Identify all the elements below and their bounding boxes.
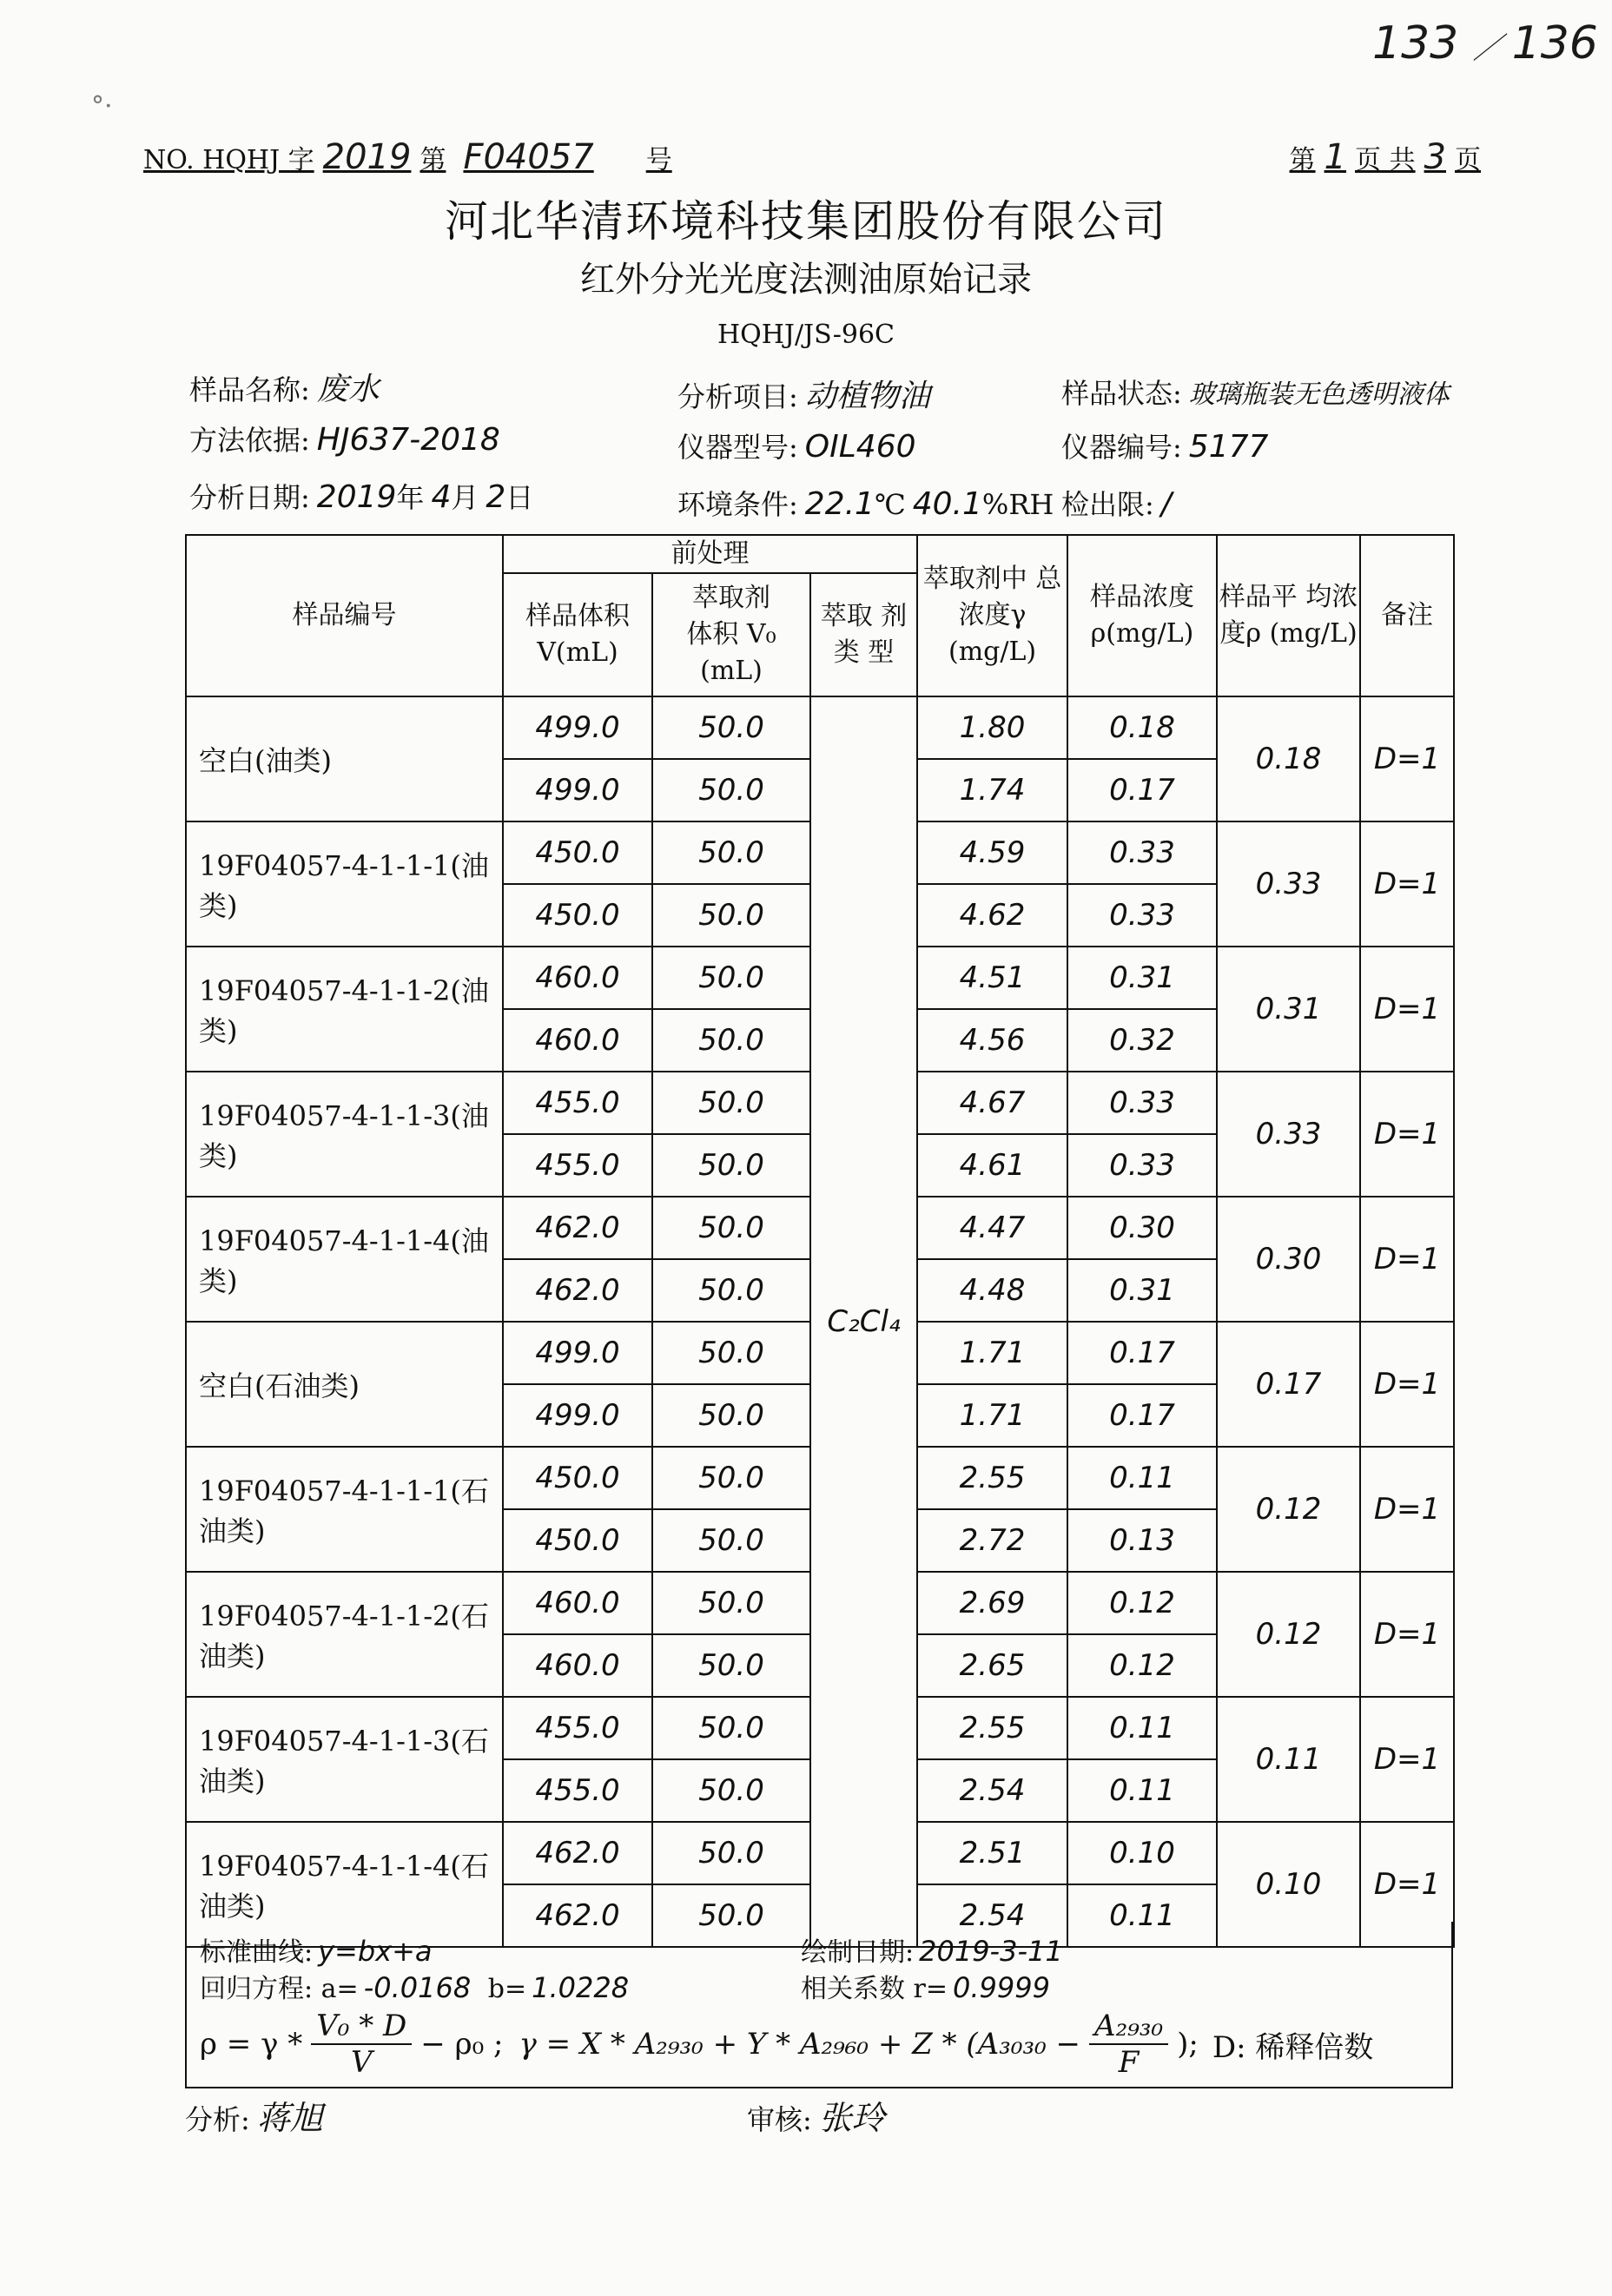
- sample-id-cell: 空白(石油类): [186, 1322, 503, 1447]
- page-number: 1: [1324, 137, 1346, 177]
- header-total-conc: 萃取剂中 总浓度γ (mg/L): [917, 535, 1067, 696]
- instrument-number-label: 仪器编号:: [1061, 431, 1182, 464]
- note-cell: D=1: [1360, 1697, 1454, 1822]
- analyst-label: 分析:: [185, 2103, 250, 2136]
- method-label: 方法依据:: [189, 424, 310, 457]
- sample-volume-cell: 450.0: [503, 884, 652, 947]
- extractant-volume-cell: 50.0: [652, 884, 810, 947]
- date-month: 4: [431, 479, 452, 515]
- extractant-volume-cell: 50.0: [652, 1697, 810, 1759]
- sample-volume-cell: 450.0: [503, 1447, 652, 1509]
- instrument-number-value: 5177: [1188, 429, 1269, 465]
- header-note: 备注: [1360, 535, 1454, 696]
- a-value: -0.0168: [363, 1971, 472, 2004]
- total-conc-cell: 4.48: [917, 1259, 1067, 1322]
- no-suffix: 号: [645, 145, 672, 175]
- sample-conc-cell: 0.11: [1067, 1697, 1217, 1759]
- analysis-date-field: [189, 476, 533, 516]
- total-conc-cell: 2.72: [917, 1509, 1067, 1572]
- extractant-volume-cell: 50.0: [652, 947, 810, 1009]
- b-value: 1.0228: [532, 1971, 630, 2004]
- header-volume: 样品体积 V(mL): [503, 573, 652, 696]
- header-pretreatment: 前处理: [503, 535, 917, 573]
- env-humidity: 40.1: [912, 486, 982, 522]
- analyst-name: 蒋旭: [256, 2099, 323, 2137]
- reviewer-signature: [747, 2091, 885, 2139]
- date-day: 2: [486, 479, 506, 515]
- total-conc-cell: 2.55: [917, 1697, 1067, 1759]
- header-ext-type: 萃取 剂类 型: [810, 573, 917, 696]
- form-code: HQHJ/JS-96C: [717, 320, 895, 350]
- extractant-volume-cell: 50.0: [652, 1197, 810, 1259]
- sample-volume-cell: 455.0: [503, 1134, 652, 1197]
- date-day-char: 日: [505, 481, 534, 514]
- extractant-volume-cell: 50.0: [652, 1134, 810, 1197]
- formula-gamma-tail: );: [1177, 2027, 1199, 2062]
- analysis-item-field: [677, 372, 930, 416]
- header-sample-conc: 样品浓度 ρ(mg/L): [1067, 535, 1217, 696]
- detection-limit-field: [1061, 483, 1172, 523]
- sample-volume-cell: 460.0: [503, 1634, 652, 1697]
- method-field: [189, 419, 500, 459]
- correlation-label: 相关系数 r=: [801, 1974, 948, 2004]
- sample-conc-cell: 0.31: [1067, 947, 1217, 1009]
- total-conc-cell: 1.80: [917, 696, 1067, 759]
- sample-conc-cell: 0.32: [1067, 1009, 1217, 1072]
- header-sample-id: 样品编号: [186, 535, 503, 696]
- total-conc-cell: 4.61: [917, 1134, 1067, 1197]
- calculation-formula: [200, 2009, 1373, 2080]
- formula-fraction-1: [311, 2009, 412, 2080]
- correlation-field: [801, 1967, 1050, 2005]
- curve-label: 标准曲线:: [200, 1937, 314, 1968]
- header-ext-volume: [652, 573, 810, 696]
- extractant-volume-cell: 50.0: [652, 1072, 810, 1134]
- analysis-date-label: 分析日期:: [189, 481, 310, 514]
- total-conc-cell: 4.59: [917, 821, 1067, 884]
- env-humidity-unit: %RH: [981, 488, 1054, 521]
- avg-conc-cell: 0.11: [1217, 1697, 1360, 1822]
- corner-sheet: 133: [1372, 17, 1459, 69]
- sample-volume-cell: 499.0: [503, 1384, 652, 1447]
- formula-fraction-2: [1089, 2009, 1168, 2080]
- formula-rho-tail: − ρ₀ ;: [420, 2027, 504, 2062]
- method-value: HJ637-2018: [316, 422, 500, 458]
- regression-field: [200, 1967, 629, 2005]
- plot-date-field: [801, 1930, 1063, 1969]
- sample-name-field: [189, 365, 380, 409]
- extractant-volume-cell: 50.0: [652, 1759, 810, 1822]
- fraction-1-numerator: V₀ * D: [311, 2009, 412, 2045]
- b-label: b=: [487, 1974, 527, 2004]
- page-counter: [1290, 137, 1481, 177]
- sample-conc-cell: 0.11: [1067, 1884, 1217, 1947]
- total-conc-cell: 2.54: [917, 1884, 1067, 1947]
- date-month-char: 月: [451, 481, 479, 514]
- record-year: 2019: [322, 137, 412, 177]
- page-mid: 页 共: [1355, 145, 1416, 175]
- fraction-1-denominator: V: [350, 2045, 373, 2080]
- sample-id-cell: 19F04057-4-1-1-1(油类): [186, 821, 503, 947]
- record-table: [185, 534, 1455, 1948]
- sample-id-cell: 19F04057-4-1-1-3(油类): [186, 1072, 503, 1197]
- avg-conc-cell: 0.12: [1217, 1572, 1360, 1697]
- total-conc-cell: 4.56: [917, 1009, 1067, 1072]
- extractant-volume-cell: 50.0: [652, 696, 810, 759]
- sample-volume-cell: 460.0: [503, 1572, 652, 1634]
- total-conc-cell: 1.71: [917, 1322, 1067, 1384]
- sample-volume-cell: 460.0: [503, 947, 652, 1009]
- avg-conc-cell: 0.10: [1217, 1822, 1360, 1947]
- formula-gamma-lhs: γ = X * A₂₉₃₀ + Y * A₂₉₆₀ + Z * (A₃₀₃₀ −: [519, 2027, 1081, 2062]
- extractant-volume-cell: 50.0: [652, 821, 810, 884]
- analysis-item-label: 分析项目:: [677, 380, 798, 413]
- note-cell: D=1: [1360, 947, 1454, 1072]
- curve-value: y=bx+a: [318, 1935, 433, 1968]
- document-title: 红外分光光度法测油原始记录: [580, 260, 1032, 300]
- note-cell: D=1: [1360, 1072, 1454, 1197]
- env-celsius: ℃: [874, 488, 906, 521]
- no-mid: 第: [420, 145, 446, 175]
- fraction-2-denominator: F: [1118, 2045, 1140, 2080]
- sample-conc-cell: 0.31: [1067, 1259, 1217, 1322]
- extractant-volume-cell: 50.0: [652, 1509, 810, 1572]
- extractant-volume-cell: 50.0: [652, 759, 810, 821]
- extractant-type-cell: C₂Cl₄: [810, 696, 917, 1947]
- sample-conc-cell: 0.11: [1067, 1447, 1217, 1509]
- note-cell: D=1: [1360, 1822, 1454, 1947]
- sample-conc-cell: 0.30: [1067, 1197, 1217, 1259]
- sample-conc-cell: 0.33: [1067, 884, 1217, 947]
- sample-conc-cell: 0.13: [1067, 1509, 1217, 1572]
- sample-conc-cell: 0.17: [1067, 759, 1217, 821]
- sample-conc-cell: 0.12: [1067, 1572, 1217, 1634]
- sample-name-label: 样品名称:: [189, 373, 310, 406]
- note-cell: D=1: [1360, 1322, 1454, 1447]
- total-conc-cell: 2.65: [917, 1634, 1067, 1697]
- sample-volume-cell: 460.0: [503, 1009, 652, 1072]
- correlation-value: 0.9999: [953, 1971, 1050, 2004]
- sample-conc-cell: 0.33: [1067, 821, 1217, 884]
- instrument-model-field: [677, 426, 916, 465]
- a-label: a=: [320, 1974, 359, 2004]
- total-conc-cell: 2.69: [917, 1572, 1067, 1634]
- page-suffix: 页: [1455, 145, 1481, 175]
- sample-volume-cell: 450.0: [503, 1509, 652, 1572]
- record-table-body: [186, 696, 1454, 1947]
- extractant-volume-cell: 50.0: [652, 1634, 810, 1697]
- header-ext-volume-line1: 萃取剂: [692, 583, 770, 613]
- extractant-volume-cell: 50.0: [652, 1822, 810, 1884]
- date-year: 2019: [316, 479, 397, 515]
- plot-date-value: 2019-3-11: [919, 1935, 1063, 1968]
- record-number-line: [143, 130, 1481, 177]
- table-row: [186, 696, 1454, 759]
- avg-conc-cell: 0.33: [1217, 821, 1360, 947]
- sample-conc-cell: 0.12: [1067, 1634, 1217, 1697]
- env-temperature: 22.1: [804, 486, 875, 522]
- extractant-volume-cell: 50.0: [652, 1322, 810, 1384]
- sample-conc-cell: 0.18: [1067, 696, 1217, 759]
- extractant-volume-cell: 50.0: [652, 1447, 810, 1509]
- sample-id-cell: 19F04057-4-1-1-3(石油类): [186, 1697, 503, 1822]
- no-prefix: NO. HQHJ 字: [143, 145, 314, 175]
- sample-id-cell: 19F04057-4-1-1-1(石油类): [186, 1447, 503, 1572]
- date-year-char: 年: [396, 481, 425, 514]
- scan-speck: °·: [91, 91, 113, 122]
- environment-label: 环境条件:: [677, 488, 798, 521]
- extractant-volume-cell: 50.0: [652, 1884, 810, 1947]
- curve-field: [200, 1930, 433, 1969]
- detection-limit-label: 检出限:: [1061, 488, 1154, 521]
- sample-id-cell: 19F04057-4-1-1-2(油类): [186, 947, 503, 1072]
- sample-volume-cell: 499.0: [503, 696, 652, 759]
- sample-conc-cell: 0.33: [1067, 1072, 1217, 1134]
- sample-id-cell: 19F04057-4-1-1-4(油类): [186, 1197, 503, 1322]
- total-conc-cell: 2.55: [917, 1447, 1067, 1509]
- sample-volume-cell: 455.0: [503, 1072, 652, 1134]
- total-conc-cell: 2.54: [917, 1759, 1067, 1822]
- total-conc-cell: 4.51: [917, 947, 1067, 1009]
- company-name: 河北华清环境科技集团股份有限公司: [445, 196, 1167, 247]
- header-ext-volume-line2: 体积 V₀: [686, 619, 776, 650]
- sample-conc-cell: 0.17: [1067, 1384, 1217, 1447]
- sample-volume-cell: 462.0: [503, 1197, 652, 1259]
- sample-volume-cell: 462.0: [503, 1884, 652, 1947]
- reviewer-label: 审核:: [747, 2103, 812, 2136]
- sample-state-field: [1061, 372, 1450, 412]
- note-cell: D=1: [1360, 1572, 1454, 1697]
- sample-volume-cell: 450.0: [503, 821, 652, 884]
- sample-conc-cell: 0.33: [1067, 1134, 1217, 1197]
- plot-date-label: 绘制日期:: [801, 1937, 915, 1968]
- sample-state-value: 玻璃瓶装无色透明液体: [1188, 379, 1450, 410]
- reviewer-name: 张玲: [818, 2099, 885, 2137]
- extractant-volume-cell: 50.0: [652, 1009, 810, 1072]
- note-cell: D=1: [1360, 1447, 1454, 1572]
- page-prefix: 第: [1289, 145, 1316, 175]
- record-no: F04057: [463, 137, 594, 177]
- formula-rho-lhs: ρ = γ *: [200, 2027, 303, 2062]
- total-conc-cell: 4.62: [917, 884, 1067, 947]
- instrument-number-field: [1061, 426, 1268, 465]
- calibration-footer: [185, 1922, 1453, 2088]
- avg-conc-cell: 0.31: [1217, 947, 1360, 1072]
- environment-field: [677, 483, 1054, 523]
- avg-conc-cell: 0.17: [1217, 1322, 1360, 1447]
- dilution-note: D: 稀释倍数: [1212, 2029, 1374, 2065]
- header-avg-conc: 样品平 均浓度ρ (mg/L): [1217, 535, 1360, 696]
- sample-volume-cell: 462.0: [503, 1259, 652, 1322]
- sample-volume-cell: 499.0: [503, 1322, 652, 1384]
- fraction-2-numerator: A₂₉₃₀: [1089, 2009, 1168, 2045]
- extractant-volume-cell: 50.0: [652, 1572, 810, 1634]
- sample-id-cell: 空白(油类): [186, 696, 503, 821]
- page-total: 3: [1424, 137, 1446, 177]
- corner-total: 136: [1511, 17, 1598, 69]
- regression-label: 回归方程:: [200, 1974, 314, 2004]
- sample-conc-cell: 0.11: [1067, 1759, 1217, 1822]
- sample-state-label: 样品状态:: [1061, 377, 1182, 410]
- avg-conc-cell: 0.12: [1217, 1447, 1360, 1572]
- total-conc-cell: 2.51: [917, 1822, 1067, 1884]
- sample-volume-cell: 455.0: [503, 1759, 652, 1822]
- sample-conc-cell: 0.10: [1067, 1822, 1217, 1884]
- extractant-volume-cell: 50.0: [652, 1384, 810, 1447]
- record-number: [143, 137, 672, 177]
- sample-id-cell: 19F04057-4-1-1-2(石油类): [186, 1572, 503, 1697]
- note-cell: D=1: [1360, 821, 1454, 947]
- sample-conc-cell: 0.17: [1067, 1322, 1217, 1384]
- header-ext-volume-line3: (mL): [700, 656, 763, 686]
- sample-volume-cell: 462.0: [503, 1822, 652, 1884]
- extractant-volume-cell: 50.0: [652, 1259, 810, 1322]
- avg-conc-cell: 0.30: [1217, 1197, 1360, 1322]
- note-cell: D=1: [1360, 1197, 1454, 1322]
- note-cell: D=1: [1360, 696, 1454, 821]
- sample-volume-cell: 455.0: [503, 1697, 652, 1759]
- instrument-model-label: 仪器型号:: [677, 431, 798, 464]
- sample-volume-cell: 499.0: [503, 759, 652, 821]
- analysis-item-value: 动植物油: [804, 379, 930, 414]
- total-conc-cell: 1.71: [917, 1384, 1067, 1447]
- instrument-model-value: OIL460: [804, 429, 916, 465]
- detection-limit-value: /: [1160, 486, 1172, 522]
- corner-sheet-numbers: 133 ／ 136: [1372, 17, 1598, 69]
- total-conc-cell: 4.47: [917, 1197, 1067, 1259]
- avg-conc-cell: 0.18: [1217, 696, 1360, 821]
- total-conc-cell: 1.74: [917, 759, 1067, 821]
- sample-name-value: 废水: [316, 372, 380, 407]
- analyst-signature: [185, 2091, 323, 2139]
- sample-id-cell: 19F04057-4-1-1-4(石油类): [186, 1822, 503, 1947]
- avg-conc-cell: 0.33: [1217, 1072, 1360, 1197]
- total-conc-cell: 4.67: [917, 1072, 1067, 1134]
